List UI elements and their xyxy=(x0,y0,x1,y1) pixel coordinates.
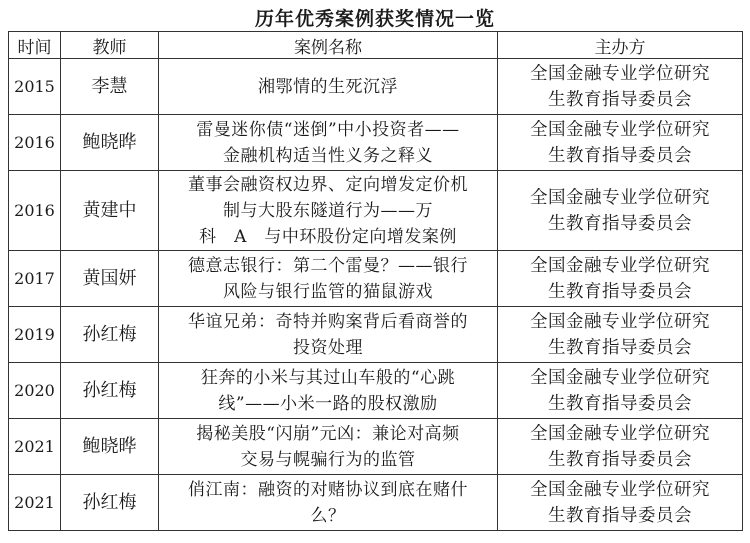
organizer-line: 生教育指导委员会 xyxy=(548,89,692,110)
table-row xyxy=(9,251,743,307)
case-name-cell xyxy=(159,115,498,171)
organizer-line: 全国金融专业学位研究 xyxy=(530,255,710,276)
organizer-line: 生教育指导委员会 xyxy=(548,505,692,526)
table-row xyxy=(9,307,743,363)
organizer-cell xyxy=(498,363,743,419)
organizer-line: 全国金融专业学位研究 xyxy=(530,311,710,332)
header-year: 时间 xyxy=(9,32,61,59)
year-cell: 2015 xyxy=(9,59,61,115)
case-name-line: 董事会融资权边界、定向增发定价机 xyxy=(188,174,468,195)
case-name-line: 风险与银行监管的猫鼠游戏 xyxy=(223,281,433,302)
case-name-line: 华谊兄弟：奇特并购案背后看商誉的 xyxy=(188,311,468,332)
table-row xyxy=(9,59,743,115)
year-cell: 2016 xyxy=(9,171,61,251)
header-case-name: 案例名称 xyxy=(159,32,498,59)
awards-table xyxy=(8,31,743,531)
teacher-cell: 孙红梅 xyxy=(61,307,159,363)
organizer-cell xyxy=(498,59,743,115)
organizer-line: 生教育指导委员会 xyxy=(548,337,692,358)
year-cell: 2021 xyxy=(9,475,61,531)
case-name-cell xyxy=(159,419,498,475)
teacher-cell: 孙红梅 xyxy=(61,363,159,419)
organizer-cell xyxy=(498,419,743,475)
case-name-line: 制与大股东隧道行为——万 xyxy=(223,200,433,221)
header-organizer: 主办方 xyxy=(498,32,743,59)
teacher-cell: 黄建中 xyxy=(61,171,159,251)
organizer-line: 生教育指导委员会 xyxy=(548,213,692,234)
organizer-cell xyxy=(498,115,743,171)
organizer-line: 全国金融专业学位研究 xyxy=(530,63,710,84)
table-row xyxy=(9,171,743,251)
case-name-line: 金融机构适当性义务之释义 xyxy=(223,145,433,166)
case-name-cell xyxy=(159,307,498,363)
organizer-line: 生教育指导委员会 xyxy=(548,393,692,414)
year-cell: 2020 xyxy=(9,363,61,419)
header-row xyxy=(9,32,743,59)
organizer-line: 全国金融专业学位研究 xyxy=(530,187,710,208)
teacher-cell: 孙红梅 xyxy=(61,475,159,531)
organizer-line: 生教育指导委员会 xyxy=(548,145,692,166)
case-name-line: 俏江南：融资的对赌协议到底在赌什 xyxy=(188,479,468,500)
organizer-cell xyxy=(498,307,743,363)
year-cell: 2019 xyxy=(9,307,61,363)
case-name-line: 么？ xyxy=(310,505,346,526)
organizer-cell xyxy=(498,475,743,531)
case-name-line: 雷曼迷你债“迷倒”中小投资者—— xyxy=(196,119,460,140)
table-row xyxy=(9,363,743,419)
case-name-line: 科 A 与中环股份定向增发案例 xyxy=(199,226,457,247)
organizer-cell xyxy=(498,171,743,251)
year-cell: 2021 xyxy=(9,419,61,475)
case-name-line: 投资处理 xyxy=(293,337,363,358)
year-cell: 2017 xyxy=(9,251,61,307)
case-name-cell xyxy=(159,363,498,419)
case-name-cell xyxy=(159,171,498,251)
table-row xyxy=(9,419,743,475)
organizer-line: 全国金融专业学位研究 xyxy=(530,119,710,140)
organizer-line: 生教育指导委员会 xyxy=(548,449,692,470)
case-name-cell xyxy=(159,251,498,307)
organizer-line: 全国金融专业学位研究 xyxy=(530,367,710,388)
organizer-cell xyxy=(498,251,743,307)
case-name-cell xyxy=(159,59,498,115)
teacher-cell: 李慧 xyxy=(61,59,159,115)
case-name-line: 线”——小米一路的股权激励 xyxy=(218,393,438,414)
case-name-line: 交易与幌骗行为的监管 xyxy=(240,449,416,470)
teacher-cell: 黄国妍 xyxy=(61,251,159,307)
case-name-line: 德意志银行：第二个雷曼？——银行 xyxy=(188,255,468,276)
case-name-cell xyxy=(159,475,498,531)
year-cell: 2016 xyxy=(9,115,61,171)
organizer-line: 全国金融专业学位研究 xyxy=(530,423,710,444)
page-title: 历年优秀案例获奖情况一览 xyxy=(254,8,495,30)
organizer-line: 生教育指导委员会 xyxy=(548,281,692,302)
case-name-line: 狂奔的小米与其过山车般的“心跳 xyxy=(200,367,456,388)
organizer-line: 全国金融专业学位研究 xyxy=(530,479,710,500)
table-row xyxy=(9,115,743,171)
case-name-line: 湘鄂情的生死沉浮 xyxy=(258,76,398,97)
teacher-cell: 鲍晓晔 xyxy=(61,419,159,475)
table-row xyxy=(9,475,743,531)
header-teacher: 教师 xyxy=(61,32,159,59)
case-name-line: 揭秘美股“闪崩”元凶：兼论对高频 xyxy=(196,423,460,444)
teacher-cell: 鲍晓晔 xyxy=(61,115,159,171)
